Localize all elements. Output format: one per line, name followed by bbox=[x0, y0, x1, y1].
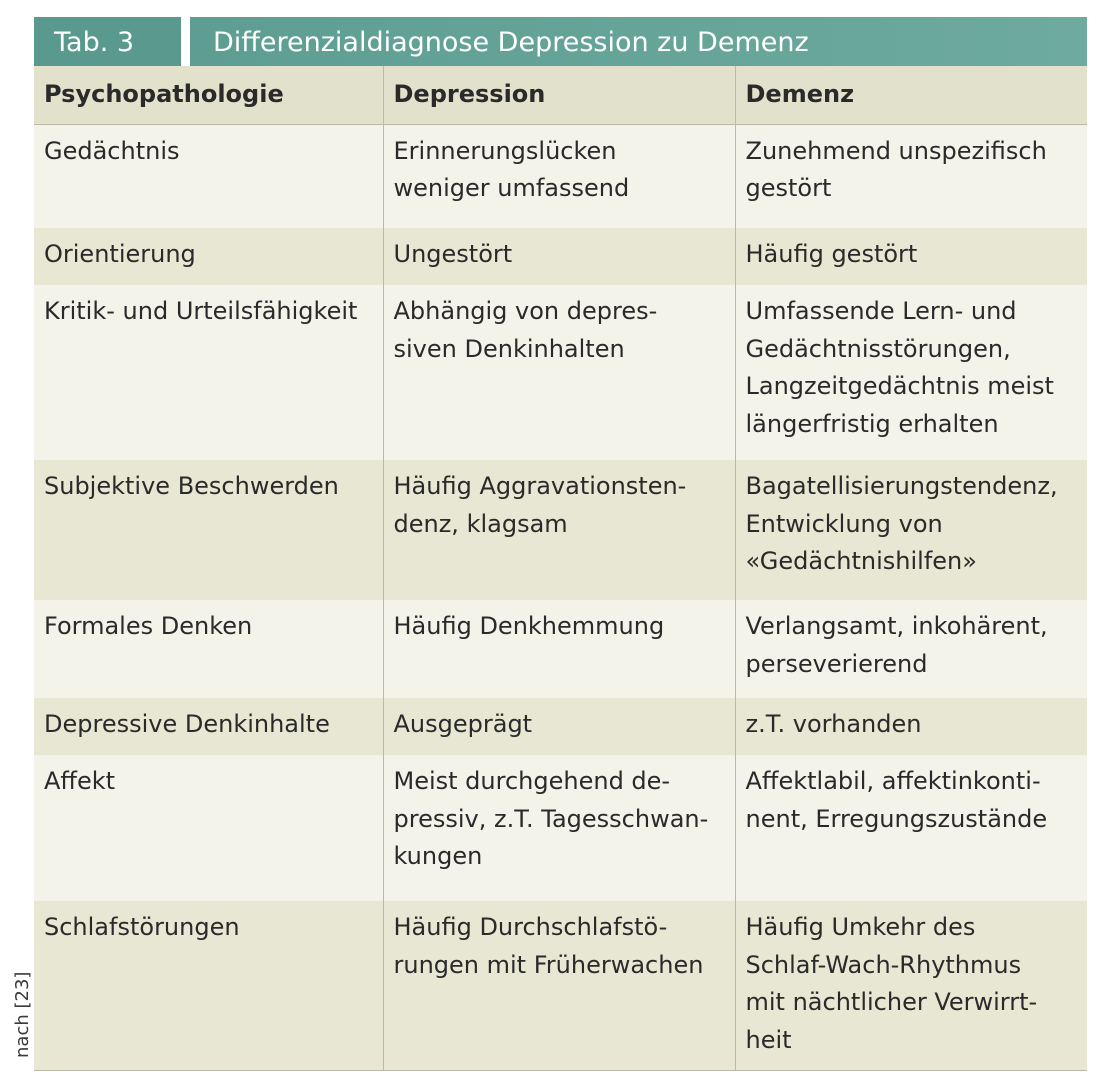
cell-line: Ausgeprägt bbox=[393, 710, 533, 738]
cell-line: siven Denkinhalten bbox=[393, 334, 625, 363]
depression-cell bbox=[383, 600, 735, 698]
cell-line: Häufig Durchschlafstö- bbox=[393, 913, 668, 941]
demenz-cell bbox=[735, 698, 1087, 755]
cell-line: Schlaf-Wach-Rhythmus bbox=[745, 950, 1022, 979]
cell-line: z.T. vorhanden bbox=[745, 710, 922, 738]
criterion-cell: Gedächtnis bbox=[34, 124, 383, 228]
cell-line: «Gedächtnishilfen» bbox=[745, 547, 977, 575]
cell-line: Ungestört bbox=[393, 240, 513, 268]
cell-line: pressiv, z.T. Tagesschwan- bbox=[393, 804, 709, 833]
table-row bbox=[34, 228, 1087, 285]
demenz-cell bbox=[735, 124, 1087, 228]
depression-cell bbox=[383, 901, 735, 1070]
demenz-cell bbox=[735, 755, 1087, 901]
cell-line: mit nächtlicher Verwirrt- bbox=[745, 988, 1038, 1016]
table-row bbox=[34, 600, 1087, 698]
criterion-cell: Formales Denken bbox=[34, 600, 383, 698]
table-title: Differenzialdiagnose Depression zu Demenz bbox=[190, 17, 1087, 66]
table-row bbox=[34, 755, 1087, 901]
table-row bbox=[34, 698, 1087, 755]
column-header-depression: Depression bbox=[383, 66, 735, 124]
cell-line: Häufig gestört bbox=[745, 240, 918, 268]
table-row bbox=[34, 124, 1087, 228]
cell-line: weniger umfassend bbox=[393, 174, 630, 202]
cell-line: Meist durchgehend de- bbox=[393, 767, 671, 795]
depression-cell bbox=[383, 698, 735, 755]
depression-cell bbox=[383, 460, 735, 600]
depression-cell bbox=[383, 124, 735, 228]
demenz-cell bbox=[735, 460, 1087, 600]
cell-line: Erinnerungslücken bbox=[393, 136, 617, 165]
depression-cell bbox=[383, 228, 735, 285]
criterion-cell: Subjektive Beschwerden bbox=[34, 460, 383, 600]
cell-line: Häufig Aggravationsten- bbox=[393, 472, 687, 500]
cell-line: längerfristig erhalten bbox=[745, 409, 999, 438]
table-row bbox=[34, 285, 1087, 460]
demenz-cell bbox=[735, 600, 1087, 698]
cell-line: perseverierend bbox=[745, 649, 928, 678]
cell-line: Entwicklung von bbox=[745, 509, 943, 538]
table-number-label: Tab. 3 bbox=[34, 17, 181, 66]
demenz-cell bbox=[735, 901, 1087, 1070]
cell-line: denz, klagsam bbox=[393, 509, 568, 538]
cell-line: Häufig Umkehr des bbox=[745, 913, 976, 941]
depression-cell bbox=[383, 755, 735, 901]
cell-line: Gedächtnisstörungen, bbox=[745, 334, 1011, 363]
cell-line: nent, Erregungszustände bbox=[745, 804, 1048, 833]
criterion-cell: Orientierung bbox=[34, 228, 383, 285]
table-row bbox=[34, 901, 1087, 1070]
demenz-cell bbox=[735, 228, 1087, 285]
cell-line: Verlangsamt, inkohärent, bbox=[745, 612, 1048, 640]
depression-cell bbox=[383, 285, 735, 460]
table-header-row bbox=[34, 66, 1087, 124]
cell-line: kungen bbox=[393, 842, 483, 870]
cell-line: Umfassende Lern- und bbox=[745, 297, 1017, 325]
cell-line: gestört bbox=[745, 174, 832, 202]
table-row bbox=[34, 460, 1087, 600]
column-header-psychopathologie: Psychopathologie bbox=[34, 66, 383, 124]
column-header-demenz: Demenz bbox=[735, 66, 1087, 124]
demenz-cell bbox=[735, 285, 1087, 460]
cell-line: Langzeitgedächtnis meist bbox=[745, 372, 1054, 400]
cell-line: Affektlabil, affektinkonti- bbox=[745, 767, 1041, 795]
cell-line: rungen mit Früherwachen bbox=[393, 950, 704, 979]
cell-line: Häufig Denkhemmung bbox=[393, 612, 665, 640]
criterion-cell: Schlafstörungen bbox=[34, 901, 383, 1070]
differential-diagnosis-table bbox=[34, 66, 1087, 1071]
source-note: nach [23] bbox=[12, 971, 33, 1058]
criterion-cell: Affekt bbox=[34, 755, 383, 901]
cell-line: heit bbox=[745, 1025, 792, 1054]
criterion-cell: Depressive Denkinhalte bbox=[34, 698, 383, 755]
cell-line: Zunehmend unspezifisch bbox=[745, 136, 1047, 165]
criterion-cell: Kritik- und Urteilsfähigkeit bbox=[34, 285, 383, 460]
cell-line: Abhängig von depres- bbox=[393, 297, 658, 325]
cell-line: Bagatellisierungstendenz, bbox=[745, 472, 1058, 500]
